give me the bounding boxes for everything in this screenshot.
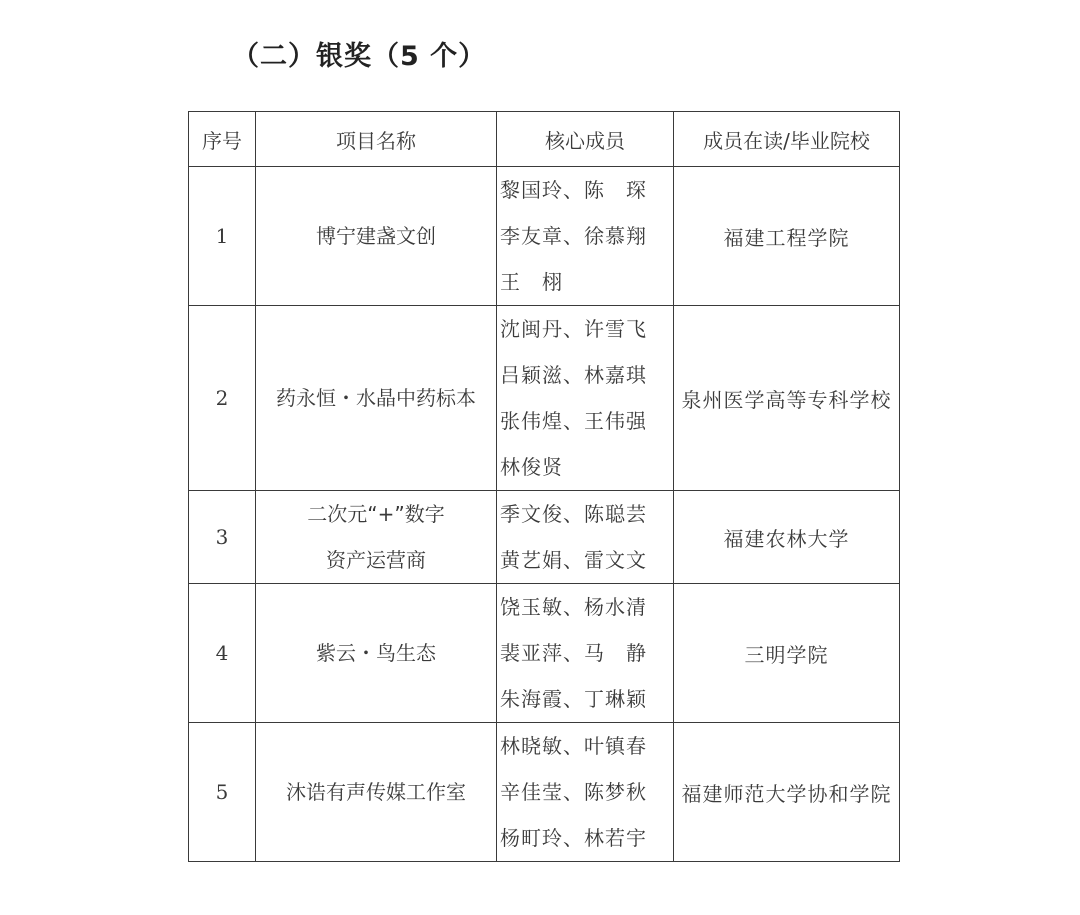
core-members <box>497 584 674 723</box>
table-row <box>189 306 900 491</box>
header-no: 序号 <box>189 112 256 167</box>
row-number: 4 <box>189 584 256 723</box>
member-line: 辛佳莹、陈梦秋 <box>500 780 647 804</box>
project-name-line: 博宁建盏文创 <box>316 224 436 248</box>
member-line: 黎国玲、陈 琛 <box>500 178 647 202</box>
row-number: 3 <box>189 491 256 584</box>
school-text: 三明学院 <box>744 642 829 667</box>
header-members: 核心成员 <box>497 112 674 167</box>
table-row <box>189 491 900 584</box>
member-line: 季文俊、陈聪芸 <box>500 502 647 526</box>
school-name <box>674 491 900 584</box>
table-header-row <box>189 112 900 167</box>
school-name <box>674 167 900 306</box>
school-name <box>674 723 900 862</box>
member-line: 沈闽丹、许雪飞 <box>500 317 647 341</box>
project-name <box>256 723 497 862</box>
row-number: 5 <box>189 723 256 862</box>
core-members <box>497 167 674 306</box>
project-name <box>256 167 497 306</box>
member-line: 林晓敏、叶镇春 <box>500 734 647 758</box>
member-line: 王 栩 <box>500 270 563 294</box>
school-text: 福建师范大学协和学院 <box>681 781 892 806</box>
school-name <box>674 306 900 491</box>
member-line: 黄艺娟、雷文文 <box>500 548 647 572</box>
header-project: 项目名称 <box>256 112 497 167</box>
school-text: 福建农林大学 <box>723 526 850 551</box>
member-line: 朱海霞、丁琳颖 <box>500 687 647 711</box>
member-line: 李友章、徐慕翔 <box>500 224 647 248</box>
project-name <box>256 306 497 491</box>
member-line: 杨町玲、林若宇 <box>500 826 647 850</box>
school-text: 福建工程学院 <box>723 225 850 250</box>
table-row <box>189 723 900 862</box>
row-number: 1 <box>189 167 256 306</box>
core-members <box>497 306 674 491</box>
core-members <box>497 723 674 862</box>
member-line: 张伟煌、王伟强 <box>500 409 647 433</box>
school-name <box>674 584 900 723</box>
project-name-line: 资产运营商 <box>326 548 426 572</box>
member-line: 裴亚萍、马 静 <box>500 641 647 665</box>
section-heading: （二）银奖（5 个） <box>232 41 487 72</box>
project-name <box>256 584 497 723</box>
member-line: 吕颖滋、林嘉琪 <box>500 363 647 387</box>
member-line: 林俊贤 <box>500 455 563 479</box>
school-text: 泉州医学高等专科学校 <box>681 387 892 412</box>
member-line: 饶玉敏、杨水清 <box>500 595 647 619</box>
core-members <box>497 491 674 584</box>
header-school: 成员在读/毕业院校 <box>674 112 900 167</box>
project-name-line: 二次元“+”数字 <box>307 502 445 526</box>
project-name-line: 药永恒・水晶中药标本 <box>276 386 476 410</box>
silver-award-table <box>188 111 900 862</box>
project-name-line: 紫云・鸟生态 <box>316 641 436 665</box>
table-row <box>189 584 900 723</box>
row-number: 2 <box>189 306 256 491</box>
project-name-line: 沐诰有声传媒工作室 <box>286 780 466 804</box>
table-row <box>189 167 900 306</box>
project-name <box>256 491 497 584</box>
